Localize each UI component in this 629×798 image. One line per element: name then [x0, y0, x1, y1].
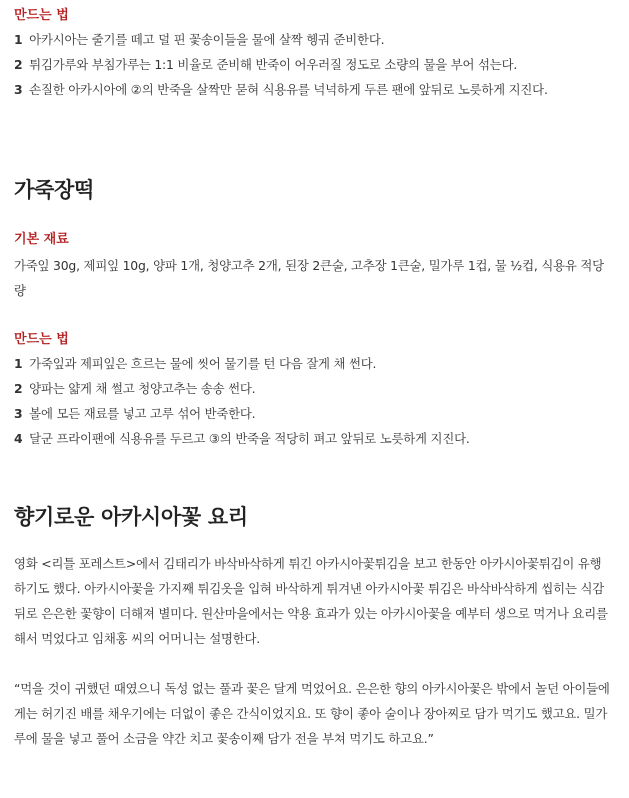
section-title: 향기로운 아카시아꽃 요리	[14, 505, 248, 529]
step-text: 양파는 얇게 채 썰고 청양고추는 송송 썬다.	[29, 381, 256, 396]
step-number: 3	[14, 82, 23, 97]
step-text: 아카시아는 줄기를 떼고 덜 핀 꽃송이들을 물에 살짝 헹궈 준비한다.	[29, 32, 385, 47]
ingredients-text: 가죽잎 30g, 제피잎 10g, 양파 1개, 청양고추 2개, 된장 2큰술, 고추장 1큰술, 밀가루 1컵, 물 ½컵, 식용유 적당량	[14, 258, 604, 298]
quote-paragraph: “먹을 것이 귀했던 때였으니 독성 없는 풀과 꽃은 달게 먹었어요. 은은한 향의 아카시아꽃은 밖에서 놀던 아이들에게는 허기진 배를 채우기에는 더없이 좋은 간식이었지요. 또 향이 좋아 술이나 장아찌로 담가 먹기도 했고요. 밀가루에 물을 넣고 풀어 소금을 약간 치고 꽃송이째 담가 전을 부쳐 먹기도 하고요.”	[14, 681, 610, 746]
step-text: 손질한 아카시아에 ②의 반죽을 살짝만 묻혀 식용유를 넉넉하게 두른 팬에 앞뒤로 노릇하게 지진다.	[29, 82, 548, 97]
ingredients-label: 기본 재료	[14, 232, 69, 247]
ingredients-block	[14, 230, 611, 303]
method-label: 만드는 법	[14, 332, 69, 347]
method-step	[14, 52, 611, 77]
acacia-method-block	[14, 6, 611, 102]
body-paragraph: 영화 <리틀 포레스트>에서 김태리가 바삭바삭하게 튀긴 아카시아꽃튀김을 보고 한동안 아카시아꽃튀김이 유행하기도 했다. 아카시아꽃을 가지째 튀김옷을 입혀 바삭하게 튀겨낸 아카시아꽃 튀김은 바삭바삭하게 씹히는 식감 뒤로 은은한 꽃향이 더해져 별미다. 원산마을에서는 약용 효과가 있는 아카시아꽃을 예부터 생으로 먹거나 요리를 해서 먹었다고 임채홍 씨의 어머니는 설명한다.	[14, 556, 608, 646]
acacia-dishes-section	[14, 502, 611, 532]
gajuk-jangtteok-section	[14, 175, 611, 205]
method-step	[14, 376, 611, 401]
step-number: 2	[14, 57, 23, 72]
step-text: 볼에 모든 재료를 넣고 고루 섞어 반죽한다.	[29, 406, 256, 421]
step-number: 2	[14, 381, 23, 396]
article-body	[14, 551, 611, 751]
step-number: 1	[14, 32, 23, 47]
step-number: 1	[14, 356, 23, 371]
method-step	[14, 77, 611, 102]
step-number: 3	[14, 406, 23, 421]
step-text: 달군 프라이팬에 식용유를 두르고 ③의 반죽을 적당히 펴고 앞뒤로 노릇하게 지진다.	[29, 431, 470, 446]
method-step	[14, 27, 611, 52]
method-label: 만드는 법	[14, 8, 69, 23]
step-text: 튀김가루와 부침가루는 1:1 비율로 준비해 반죽이 어우러질 정도로 소량의 물을 부어 섞는다.	[29, 57, 518, 72]
step-number: 4	[14, 431, 23, 446]
gajuk-method-block	[14, 330, 611, 451]
method-step	[14, 426, 611, 451]
method-step	[14, 401, 611, 426]
step-text: 가죽잎과 제피잎은 흐르는 물에 씻어 물기를 턴 다음 잘게 채 썬다.	[29, 356, 377, 371]
section-title: 가죽장떡	[14, 178, 94, 202]
method-step	[14, 351, 611, 376]
